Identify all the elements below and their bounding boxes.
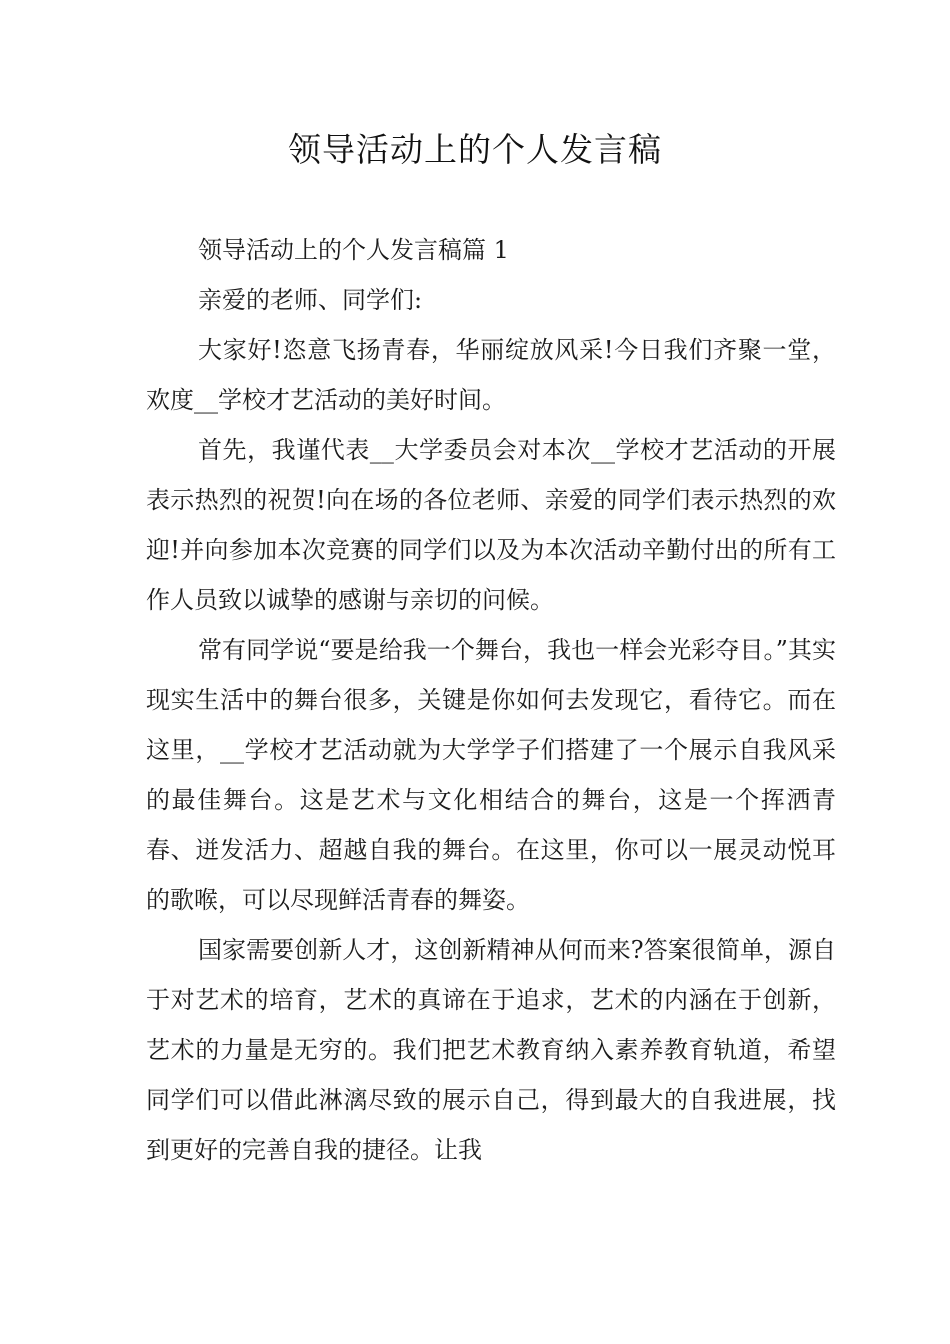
paragraph: 大家好!恣意飞扬青春，华丽绽放风采!今日我们齐聚一堂，欢度__学校才艺活动的美好时间。: [146, 336, 836, 414]
document-body: [146, 225, 836, 1175]
paragraph: 国家需要创新人才，这创新精神从何而来?答案很简单，源自于对艺术的培育，艺术的真谛在于追求，艺术的内涵在于创新，艺术的力量是无穷的。我们把艺术教育纳入素养教育轨道，希望同学们可以借此淋漓尽致的展示自己，得到最大的自我进展，找到更好的完善自我的捷径。让我: [146, 936, 836, 1164]
paragraph: 常有同学说“要是给我一个舞台，我也一样会光彩夺目。”其实现实生活中的舞台很多，关键是你如何去发现它，看待它。而在这里，__学校才艺活动就为大学学子们搭建了一个展示自我风采的最佳舞台。这是艺术与文化相结合的舞台，这是一个挥洒青春、迸发活力、超越自我的舞台。在这里，你可以一展灵动悦耳的歌喉，可以尽现鲜活青春的舞姿。: [146, 636, 836, 914]
salutation: 亲爱的老师、同学们:: [198, 286, 423, 314]
document-title: 领导活动上的个人发言稿: [288, 130, 662, 169]
paragraph: 首先，我谨代表__大学委员会对本次__学校才艺活动的开展表示热烈的祝贺!向在场的各位老师、亲爱的同学们表示热烈的欢迎!并向参加本次竞赛的同学们以及为本次活动辛勤付出的所有工作人员致以诚挚的感谢与亲切的问候。: [146, 436, 836, 614]
section-heading: 领导活动上的个人发言稿篇 1: [198, 236, 509, 264]
